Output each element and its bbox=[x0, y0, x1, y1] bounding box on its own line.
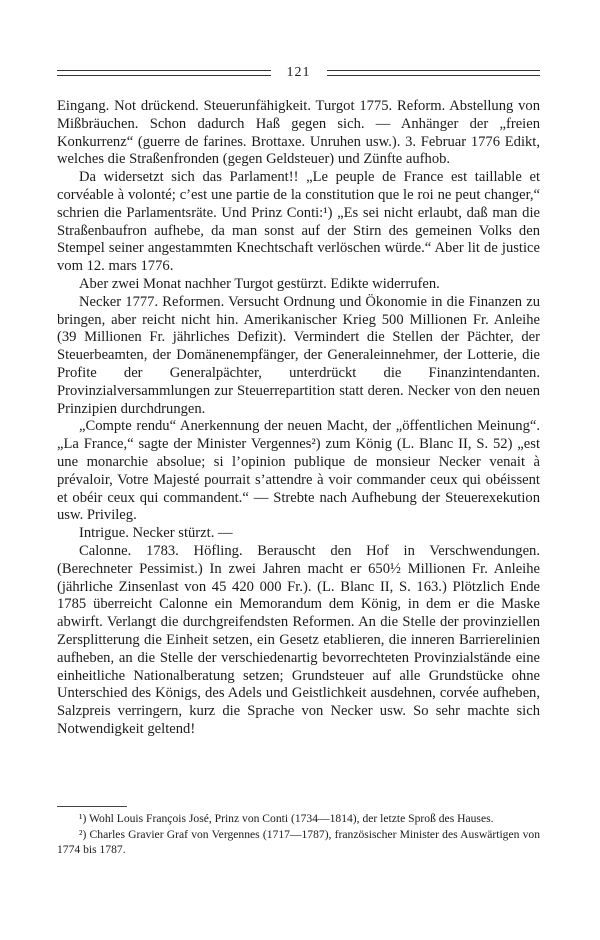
main-text bbox=[57, 98, 540, 739]
paragraph-parlament: Da widersetzt sich das Parlament!! „Le peuple de France est taillable et corvéable à volonté; c’est une partie de la constitution que le roi ne peut changer,“ schrien die Parlamentsräte. Und Prinz Conti:¹) „Es sei nicht erlaubt, daß man die Straßenbaufron aufhebe, da man sonst auf der Stirn des gemeinen Volks den Stempel seiner angestammten Knechtschaft verlöschen würde.“ Aber lit de justice vom 12. mars 1776. bbox=[57, 169, 540, 275]
footnote-2: ²) Charles Gravier Graf von Vergennes (1717—1787), französischer Minister des Auswärtigen von 1774 bis 1787. bbox=[57, 827, 540, 857]
paragraph-compte-rendu: „Compte rendu“ Anerkennung der neuen Macht, der „öffentlichen Meinung“. „La France,“ sagte der Minister Vergennes²) zum König (L. Blanc II, S. 52) „est une monarchie absolue; si l’opinion publique de monsieur Necker venait à prévaloir, Votre Majesté pourrait s’attendre à voir commander ceux qui obéissent et obéir ceux qui commandent.“ — Strebte nach Aufhebung der Steuerexekution usw. Privileg. bbox=[57, 418, 540, 524]
paragraph-intrigue: Intrigue. Necker stürzt. — bbox=[79, 525, 233, 542]
page-number: 121 bbox=[286, 65, 311, 80]
paragraph-necker: Necker 1777. Reformen. Versucht Ordnung und Ökonomie in die Finanzen zu bringen, aber reicht nicht hin. Amerikanischer Krieg 500 Millionen Fr. Anleihe (39 Millionen Fr. jährliches Defizit). Vermindert die Stellen der Pächter, der Steuerbeamten, der Domänenempfänger, der Generaleinnehmer, der Lotterie, die Profite der Generalpächter, unterdrückt die Finanzintendanten. Provinzialversammlungen zur Steuerrepartition statt deren. Necker von den neuen Prinzipien durchdrungen. bbox=[57, 293, 540, 417]
footnote-1: ¹) Wohl Louis François José, Prinz von Conti (1734—1814), der letzte Sproß des Hauses. bbox=[79, 812, 494, 825]
footnotes bbox=[57, 806, 540, 858]
paragraph-turgot: Eingang. Not drückend. Steuerunfähigkeit. Turgot 1775. Reform. Abstellung von Mißbräuchen. Schon dadurch Haß gegen sich. — Anhänger der „freien Konkurrenz“ (guerre de farines. Brottaxe. Unruhen usw.). 3. Februar 1776 Edikt, welches die Straßenfronden (gegen Geldsteuer) und Zünfte aufhob. bbox=[57, 98, 540, 168]
page-header bbox=[57, 62, 540, 84]
paragraph-turgot-gestuerzt: Aber zwei Monat nachher Turgot gestürzt. Edikte widerrufen. bbox=[79, 275, 440, 292]
header-rule-left bbox=[57, 70, 271, 76]
footnote-separator bbox=[57, 806, 127, 807]
paragraph-calonne: Calonne. 1783. Höfling. Berauscht den Hof in Verschwendungen. (Berechneter Pessimist.) In zwei Jahren macht er 650½ Millionen Fr. Anleihe (jährliche Zinsenlast von 45 420 000 Fr.). (L. Blanc II, S. 163.) Plötzlich Ende 1785 überreicht Calonne ein Memorandum dem König, in dem er die Maske abwirft. Verlangt die durchgreifendsten Reformen. An die Stelle der provinziellen Zersplitterung die Einheit setzen, ein Gesetz etablieren, die inneren Barrierelinien aufheben, an die Stelle der verschiedenartig bevorrechteten Provinzialstände eine einheitliche Nationalberatung setzen; Grundsteuer auf alle Grundstücke ohne Unterschied des Königs, des Adels und Geistlichkeit ausdehnen, corvée aufheben, Salzpreis verringern, kurz die Sprache von Necker usw. So sehr machte sich Notwendigkeit geltend! bbox=[57, 542, 540, 737]
header-rule-right bbox=[327, 70, 541, 76]
